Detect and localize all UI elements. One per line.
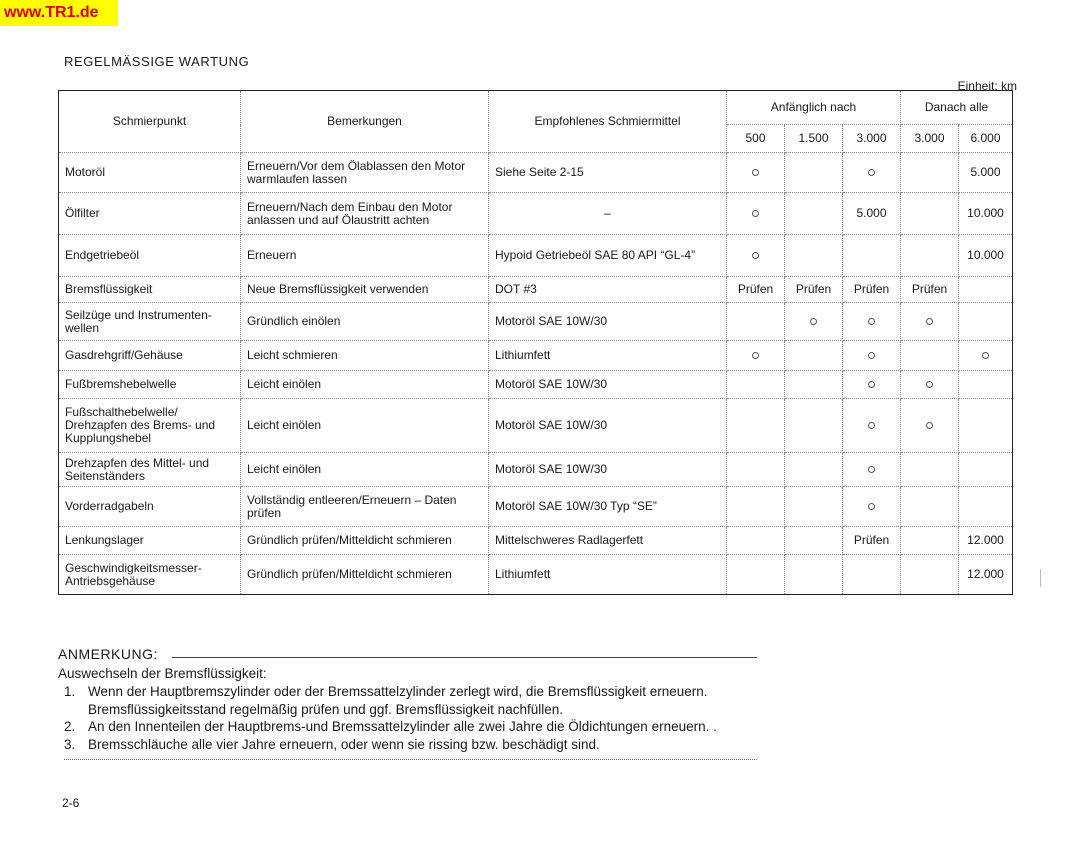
cell-schmierpunkt: Lenkungslager [59,527,241,555]
table-row [59,235,1013,277]
table-row [59,153,1013,193]
circle-mark-icon [752,210,759,217]
note-item-number: 3. [64,736,76,752]
cell-interval [901,371,959,399]
cell-interval: Prüfen [727,277,785,303]
cell-bemerkung: Gründlich prüfen/Mitteldicht schmieren [241,555,489,595]
cell-schmierpunkt: Fußbremshebelwelle [59,371,241,399]
circle-mark-icon [982,352,989,359]
table-row [59,453,1013,487]
note-list [58,683,788,753]
cell-interval [901,193,959,235]
cell-schmierpunkt: Bremsflüssigkeit [59,277,241,303]
cell-interval [843,487,901,527]
watermark: www.TR1.de [0,0,118,26]
cell-interval [727,453,785,487]
note-subheading: Auswechseln der Bremsflüssigkeit: [58,666,267,681]
cell-interval [785,527,843,555]
cell-interval [785,371,843,399]
cell-interval [785,555,843,595]
cell-interval [727,487,785,527]
cell-schmiermittel: Hypoid Getriebeöl SAE 80 API “GL-4” [489,235,727,277]
cell-interval [901,235,959,277]
circle-mark-icon [926,422,933,429]
note-item-text: An den Innenteilen der Hauptbrems-und Bremssattelzylinder alle zwei Jahre die Öldichtungen erneuern. . [88,719,717,734]
unit-label: Einheit: km [957,79,1017,93]
cell-bemerkung: Erneuern/Vor dem Ölablassen den Motor warmlaufen lassen [241,153,489,193]
note-divider-bottom [64,759,757,760]
header-bemerkungen: Bemerkungen [241,91,489,153]
note-heading: ANMERKUNG: [58,646,158,662]
cell-schmierpunkt: Vorderradgabeln [59,487,241,527]
note-item-number: 2. [64,719,76,734]
cell-interval [727,341,785,371]
cell-interval [959,487,1013,527]
cell-schmierpunkt: Fußschalthebelwelle/ Drehzapfen des Brems- und Kupplungshebel [59,399,241,453]
page-title: REGELMÄSSIGE WARTUNG [64,54,250,69]
interval-header: 6.000 [959,125,1013,153]
cell-interval [727,527,785,555]
cell-schmiermittel: Siehe Seite 2-15 [489,153,727,193]
cell-schmierpunkt: Seilzüge und Instrumenten-wellen [59,303,241,341]
cell-schmierpunkt: Endgetriebeöl [59,235,241,277]
table-row [59,487,1013,527]
cell-schmiermittel: Motoröl SAE 10W/30 [489,399,727,453]
cell-interval [727,555,785,595]
cell-interval [901,153,959,193]
cell-bemerkung: Leicht einölen [241,371,489,399]
cell-interval: 12.000 [959,555,1013,595]
cell-interval [785,193,843,235]
circle-mark-icon [752,169,759,176]
header-schmierpunkt: Schmierpunkt [59,91,241,153]
cell-interval [727,399,785,453]
cell-interval [843,341,901,371]
circle-mark-icon [926,318,933,325]
cell-interval: 5.000 [959,153,1013,193]
cell-interval [785,399,843,453]
cell-interval: 5.000 [843,193,901,235]
table-row [59,341,1013,371]
cell-schmiermittel: Motoröl SAE 10W/30 [489,371,727,399]
cell-schmiermittel: Motoröl SAE 10W/30 [489,453,727,487]
cell-interval [843,453,901,487]
circle-mark-icon [752,352,759,359]
cell-schmiermittel: Lithiumfett [489,341,727,371]
cell-interval [959,341,1013,371]
cell-interval [843,371,901,399]
circle-mark-icon [868,318,875,325]
cell-interval [901,487,959,527]
cell-interval [959,399,1013,453]
cell-interval [785,453,843,487]
note-item-text: Wenn der Hauptbremszylinder oder der Bremssattelzylinder zerlegt wird, die Bremsflüssigkeit erneuern. Bremsflüssigkeitsstand regelmäßig prüfen und ggf. Bremsflüssigkeit nachfüllen. [88,684,708,717]
circle-mark-icon [868,352,875,359]
cell-schmierpunkt: Ölfilter [59,193,241,235]
cell-schmierpunkt: Gasdrehgriff/Gehäuse [59,341,241,371]
interval-header: 3.000 [843,125,901,153]
cell-schmierpunkt: Motoröl [59,153,241,193]
interval-header: 3.000 [901,125,959,153]
note-item [58,718,788,736]
cell-interval [727,193,785,235]
cell-bemerkung: Vollständig entleeren/Erneuern – Daten prüfen [241,487,489,527]
cell-bemerkung: Leicht schmieren [241,341,489,371]
margin-mark [1040,569,1042,587]
table-row [59,399,1013,453]
cell-interval [901,527,959,555]
cell-bemerkung: Gründlich prüfen/Mitteldicht schmieren [241,527,489,555]
cell-interval [727,371,785,399]
cell-interval: Prüfen [785,277,843,303]
header-anfaenglich: Anfänglich nach [727,91,901,125]
maintenance-table [58,90,1013,595]
table-row [59,303,1013,341]
cell-interval [785,235,843,277]
cell-bemerkung: Gründlich einölen [241,303,489,341]
interval-header: 500 [727,125,785,153]
cell-schmiermittel: Motoröl SAE 10W/30 [489,303,727,341]
cell-interval [843,235,901,277]
cell-schmiermittel: Mittelschweres Radlagerfett [489,527,727,555]
cell-bemerkung: Erneuern/Nach dem Einbau den Motor anlassen und auf Ölaustritt achten [241,193,489,235]
cell-interval [727,153,785,193]
cell-interval: Prüfen [843,277,901,303]
cell-interval [785,153,843,193]
cell-interval [843,399,901,453]
circle-mark-icon [868,422,875,429]
cell-interval: 10.000 [959,193,1013,235]
circle-mark-icon [868,466,875,473]
cell-interval [843,555,901,595]
table-row [59,193,1013,235]
cell-interval [901,555,959,595]
header-danach: Danach alle [901,91,1013,125]
cell-interval [901,453,959,487]
cell-bemerkung: Erneuern [241,235,489,277]
cell-schmiermittel: Motoröl SAE 10W/30 Typ “SE” [489,487,727,527]
cell-schmiermittel: Lithiumfett [489,555,727,595]
cell-interval [959,371,1013,399]
table-body [59,153,1013,595]
cell-bemerkung: Leicht einölen [241,453,489,487]
cell-interval [901,341,959,371]
cell-interval [727,235,785,277]
circle-mark-icon [868,381,875,388]
cell-schmiermittel: DOT #3 [489,277,727,303]
page-number: 2-6 [62,796,80,810]
table-row [59,277,1013,303]
cell-schmierpunkt: Geschwindigkeitsmesser-Antriebsgehäuse [59,555,241,595]
cell-schmiermittel: – [489,193,727,235]
circle-mark-icon [868,169,875,176]
note-item [58,736,788,754]
cell-interval: Prüfen [843,527,901,555]
cell-interval [785,341,843,371]
cell-interval [785,303,843,341]
table-row [59,555,1013,595]
cell-schmierpunkt: Drehzapfen des Mittel- und Seitenständers [59,453,241,487]
header-schmiermittel: Empfohlenes Schmiermittel [489,91,727,153]
interval-header: 1.500 [785,125,843,153]
cell-interval [843,153,901,193]
note-item-number: 1. [64,684,76,699]
cell-interval [959,277,1013,303]
cell-interval [727,303,785,341]
table-row [59,527,1013,555]
cell-interval: Prüfen [901,277,959,303]
circle-mark-icon [868,503,875,510]
cell-interval [785,487,843,527]
cell-interval: 12.000 [959,527,1013,555]
cell-interval [901,399,959,453]
cell-interval [959,453,1013,487]
table-row [59,371,1013,399]
circle-mark-icon [926,381,933,388]
note-item [58,683,788,718]
circle-mark-icon [810,318,817,325]
cell-bemerkung: Leicht einölen [241,399,489,453]
cell-interval [901,303,959,341]
cell-interval [959,303,1013,341]
circle-mark-icon [752,252,759,259]
cell-interval: 10.000 [959,235,1013,277]
cell-bemerkung: Neue Bremsflüssigkeit verwenden [241,277,489,303]
note-divider [172,657,757,658]
cell-interval [843,303,901,341]
note-item-text: Bremsschläuche alle vier Jahre erneuern, oder wenn sie rissing bzw. beschädigt sind. [88,736,600,752]
